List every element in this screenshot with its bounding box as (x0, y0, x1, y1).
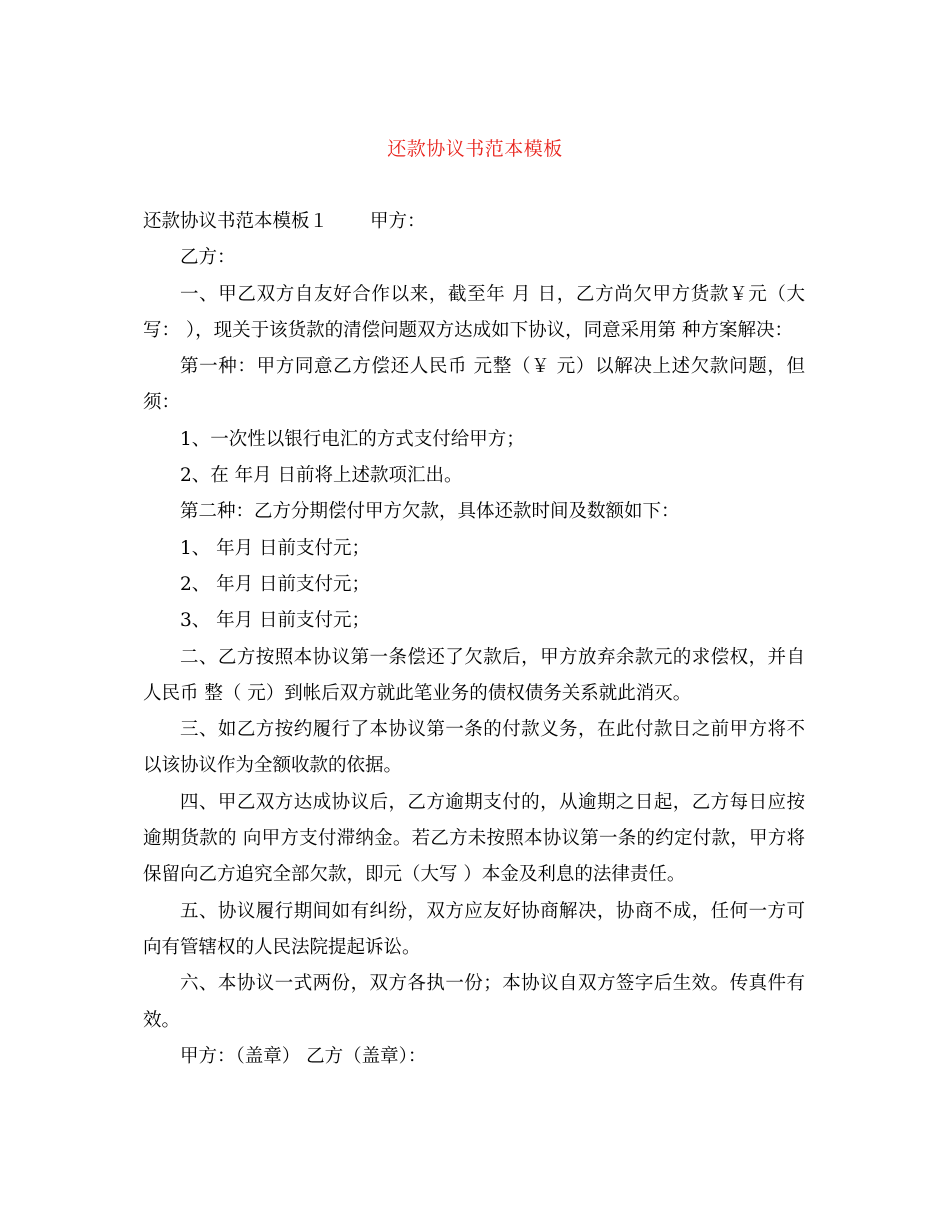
paragraph-option-2: 第二种：乙方分期偿付甲方欠款，具体还款时间及数额如下： (180, 501, 680, 523)
paragraph-option-2-item-3: 3、 年月 日前支付元； (180, 610, 371, 632)
paragraph-option-1-item-1: 1、一次性以银行电汇的方式支付给甲方； (180, 428, 525, 450)
document-body (143, 204, 805, 1075)
party-a-label: 甲方： (370, 211, 426, 232)
paragraph-option-2-item-2: 2、 年月 日前支付元； (180, 573, 371, 595)
paragraph-option-2-item-1: 1、 年月 日前支付元； (180, 537, 371, 559)
paragraph-clause-1: 一、甲乙双方自友好合作以来，截至年 月 日，乙方尚欠甲方货款￥元（大写： ），现关于该货款的清偿问题双方达成如下协议，同意采用第 种方案解决： (143, 283, 805, 341)
paragraph-clause-2: 二、乙方按照本协议第一条偿还了欠款后，甲方放弃余款元的求偿权，并自人民币 整（ 元）到帐后双方就此笔业务的债权债务关系就此消灭。 (143, 646, 805, 704)
paragraph-clause-6: 六、本协议一式两份，双方各执一份；本协议自双方签字后生效。传真件有效。 (143, 973, 805, 1031)
first-line (143, 204, 805, 240)
paragraph-option-1: 第一种：甲方同意乙方偿还人民币 元整（￥ 元）以解决上述欠款问题，但须： (143, 356, 805, 414)
paragraph-party-b: 乙方： (180, 247, 236, 269)
paragraph-clause-3: 三、如乙方按约履行了本协议第一条的付款义务，在此付款日之前甲方将不以该协议作为全额收款的依据。 (143, 719, 805, 777)
signature-line: 甲方：（盖章） 乙方（盖章）： (180, 1045, 427, 1067)
paragraph-clause-4: 四、甲乙双方达成协议后，乙方逾期支付的，从逾期之日起，乙方每日应按逾期货款的 向甲方支付滞纳金。若乙方未按照本协议第一条的约定付款，甲方将保留向乙方追究全部欠款，即元（大写 ）本金及利息的法律责任。 (143, 791, 805, 886)
heading-label: 还款协议书范本模板１ (143, 211, 329, 232)
paragraph-option-1-item-2: 2、在 年月 日前将上述款项汇出。 (180, 465, 463, 487)
paragraph-clause-5: 五、协议履行期间如有纠纷，双方应友好协商解决，协商不成，任何一方可向有管辖权的人民法院提起诉讼。 (143, 900, 805, 958)
document-title: 还款协议书范本模板 (387, 138, 563, 160)
